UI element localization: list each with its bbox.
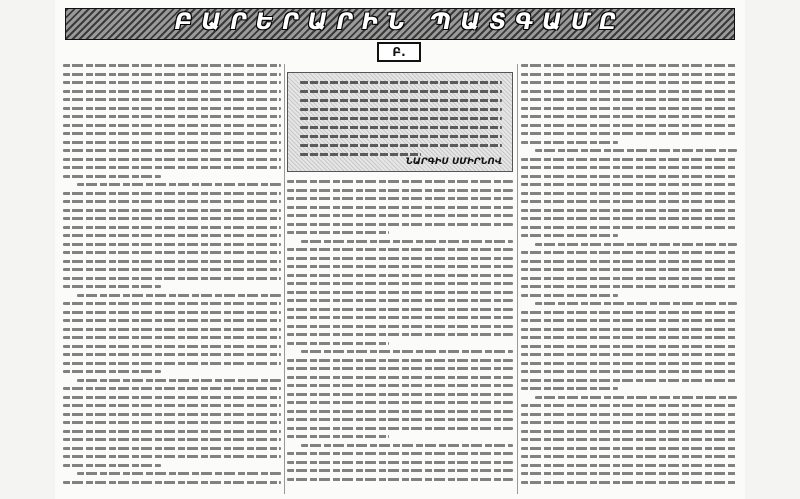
text-line bbox=[63, 362, 281, 365]
text-line bbox=[63, 107, 281, 110]
text-line bbox=[63, 192, 281, 195]
headline-banner bbox=[65, 8, 735, 40]
text-line bbox=[521, 447, 737, 450]
text-line bbox=[521, 226, 737, 229]
text-line bbox=[521, 481, 737, 484]
text-line bbox=[287, 342, 389, 345]
text-line bbox=[521, 328, 737, 331]
text-line bbox=[521, 141, 618, 144]
text-line bbox=[63, 166, 281, 169]
text-line bbox=[535, 243, 737, 246]
text-line bbox=[63, 311, 281, 314]
text-line bbox=[521, 370, 737, 373]
newspaper-page bbox=[55, 0, 745, 499]
text-line bbox=[521, 81, 737, 84]
text-line bbox=[77, 472, 281, 475]
text-line bbox=[287, 376, 513, 379]
text-line bbox=[521, 200, 737, 203]
text-line bbox=[521, 158, 737, 161]
text-line bbox=[521, 209, 737, 212]
text-line bbox=[521, 64, 737, 67]
part-label: Բ. bbox=[377, 42, 421, 62]
text-line bbox=[521, 183, 737, 186]
text-line bbox=[63, 217, 281, 220]
text-line bbox=[521, 404, 737, 407]
text-line bbox=[287, 384, 513, 387]
text-line bbox=[287, 291, 513, 294]
text-line bbox=[287, 197, 513, 200]
text-line bbox=[63, 268, 281, 271]
text-line bbox=[521, 294, 618, 297]
text-line bbox=[63, 345, 281, 348]
text-line bbox=[521, 260, 737, 263]
text-line bbox=[287, 359, 513, 362]
text-line bbox=[63, 336, 281, 339]
text-line bbox=[521, 362, 737, 365]
text-line bbox=[63, 302, 281, 305]
text-line bbox=[63, 430, 281, 433]
text-line bbox=[63, 413, 281, 416]
text-line bbox=[63, 455, 281, 458]
text-line bbox=[521, 175, 737, 178]
text-line bbox=[287, 299, 513, 302]
text-line bbox=[521, 345, 737, 348]
text-line bbox=[521, 268, 737, 271]
text-line bbox=[63, 90, 281, 93]
text-line bbox=[287, 248, 513, 251]
text-line bbox=[287, 274, 513, 277]
text-line bbox=[287, 308, 513, 311]
text-line bbox=[521, 472, 737, 475]
text-line bbox=[521, 73, 737, 76]
text-column-1 bbox=[63, 64, 281, 494]
text-line bbox=[287, 223, 513, 226]
text-line bbox=[63, 243, 281, 246]
text-line bbox=[287, 478, 513, 481]
text-line bbox=[535, 302, 737, 305]
text-line bbox=[287, 427, 513, 430]
text-line bbox=[521, 387, 618, 390]
text-line bbox=[63, 319, 281, 322]
text-line bbox=[521, 90, 737, 93]
text-line bbox=[521, 285, 737, 288]
text-line bbox=[521, 464, 737, 467]
text-line bbox=[521, 132, 737, 135]
text-line bbox=[521, 166, 737, 169]
text-line bbox=[77, 183, 281, 186]
text-line bbox=[63, 285, 161, 288]
text-line bbox=[63, 260, 281, 263]
text-line bbox=[521, 311, 737, 314]
text-line bbox=[63, 73, 281, 76]
text-line bbox=[301, 240, 513, 243]
text-line bbox=[287, 401, 513, 404]
text-line bbox=[521, 319, 737, 322]
text-line bbox=[521, 455, 737, 458]
text-line bbox=[287, 257, 513, 260]
text-line bbox=[521, 379, 737, 382]
text-line bbox=[287, 469, 513, 472]
text-line bbox=[63, 396, 281, 399]
quote-author: ՆԱՐԳԻՍ ՍՄԻՐՆՈՎ bbox=[405, 157, 502, 167]
text-line bbox=[63, 115, 281, 118]
text-line bbox=[521, 430, 737, 433]
text-line bbox=[63, 209, 281, 212]
text-line bbox=[63, 149, 281, 152]
text-line bbox=[521, 192, 737, 195]
pull-quote bbox=[287, 72, 513, 172]
text-line bbox=[63, 387, 281, 390]
text-line bbox=[287, 231, 389, 234]
text-column-2 bbox=[287, 180, 513, 494]
text-line bbox=[63, 481, 281, 484]
text-line bbox=[287, 180, 513, 183]
text-column-3 bbox=[521, 64, 737, 494]
text-line bbox=[521, 234, 618, 237]
text-line bbox=[521, 353, 737, 356]
text-line bbox=[63, 438, 281, 441]
text-line bbox=[287, 206, 513, 209]
text-line bbox=[63, 132, 281, 135]
text-line bbox=[63, 226, 281, 229]
text-line bbox=[63, 158, 281, 161]
text-line bbox=[63, 277, 281, 280]
text-line bbox=[535, 149, 737, 152]
text-line bbox=[301, 444, 513, 447]
text-line bbox=[63, 64, 281, 67]
text-line bbox=[63, 234, 281, 237]
column-divider bbox=[284, 64, 285, 494]
text-line bbox=[63, 251, 281, 254]
text-line bbox=[287, 393, 513, 396]
text-line bbox=[77, 294, 281, 297]
text-line bbox=[287, 418, 513, 421]
text-line bbox=[287, 265, 513, 268]
text-line bbox=[535, 396, 737, 399]
text-line bbox=[63, 447, 281, 450]
text-line bbox=[521, 413, 737, 416]
text-line bbox=[63, 370, 161, 373]
text-line bbox=[287, 410, 513, 413]
text-line bbox=[287, 367, 513, 370]
text-line bbox=[521, 277, 737, 280]
text-line bbox=[287, 333, 513, 336]
text-line bbox=[521, 217, 737, 220]
text-line bbox=[63, 421, 281, 424]
text-line bbox=[287, 452, 513, 455]
text-line bbox=[521, 251, 737, 254]
text-line bbox=[63, 404, 281, 407]
text-line bbox=[301, 350, 513, 353]
text-line bbox=[77, 379, 281, 382]
text-line bbox=[63, 200, 281, 203]
text-line bbox=[63, 98, 281, 101]
text-line bbox=[63, 464, 161, 467]
text-line bbox=[521, 115, 737, 118]
text-line bbox=[63, 175, 161, 178]
text-line bbox=[63, 328, 281, 331]
text-line bbox=[521, 336, 737, 339]
text-line bbox=[521, 98, 737, 101]
text-line bbox=[63, 124, 281, 127]
text-line bbox=[287, 325, 513, 328]
text-line bbox=[63, 141, 281, 144]
text-line bbox=[287, 316, 513, 319]
text-line bbox=[287, 461, 513, 464]
text-line bbox=[287, 282, 513, 285]
text-line bbox=[521, 438, 737, 441]
text-line bbox=[63, 81, 281, 84]
text-line bbox=[287, 214, 513, 217]
text-line bbox=[521, 421, 737, 424]
text-line bbox=[63, 353, 281, 356]
text-line bbox=[521, 124, 737, 127]
headline-title: ԲԱՐԵՐԱՐԻՆ ՊԱՏԳԱՄԸ bbox=[174, 10, 626, 35]
column-divider bbox=[517, 64, 518, 494]
text-line bbox=[287, 189, 513, 192]
text-line bbox=[287, 435, 389, 438]
text-line bbox=[521, 107, 737, 110]
